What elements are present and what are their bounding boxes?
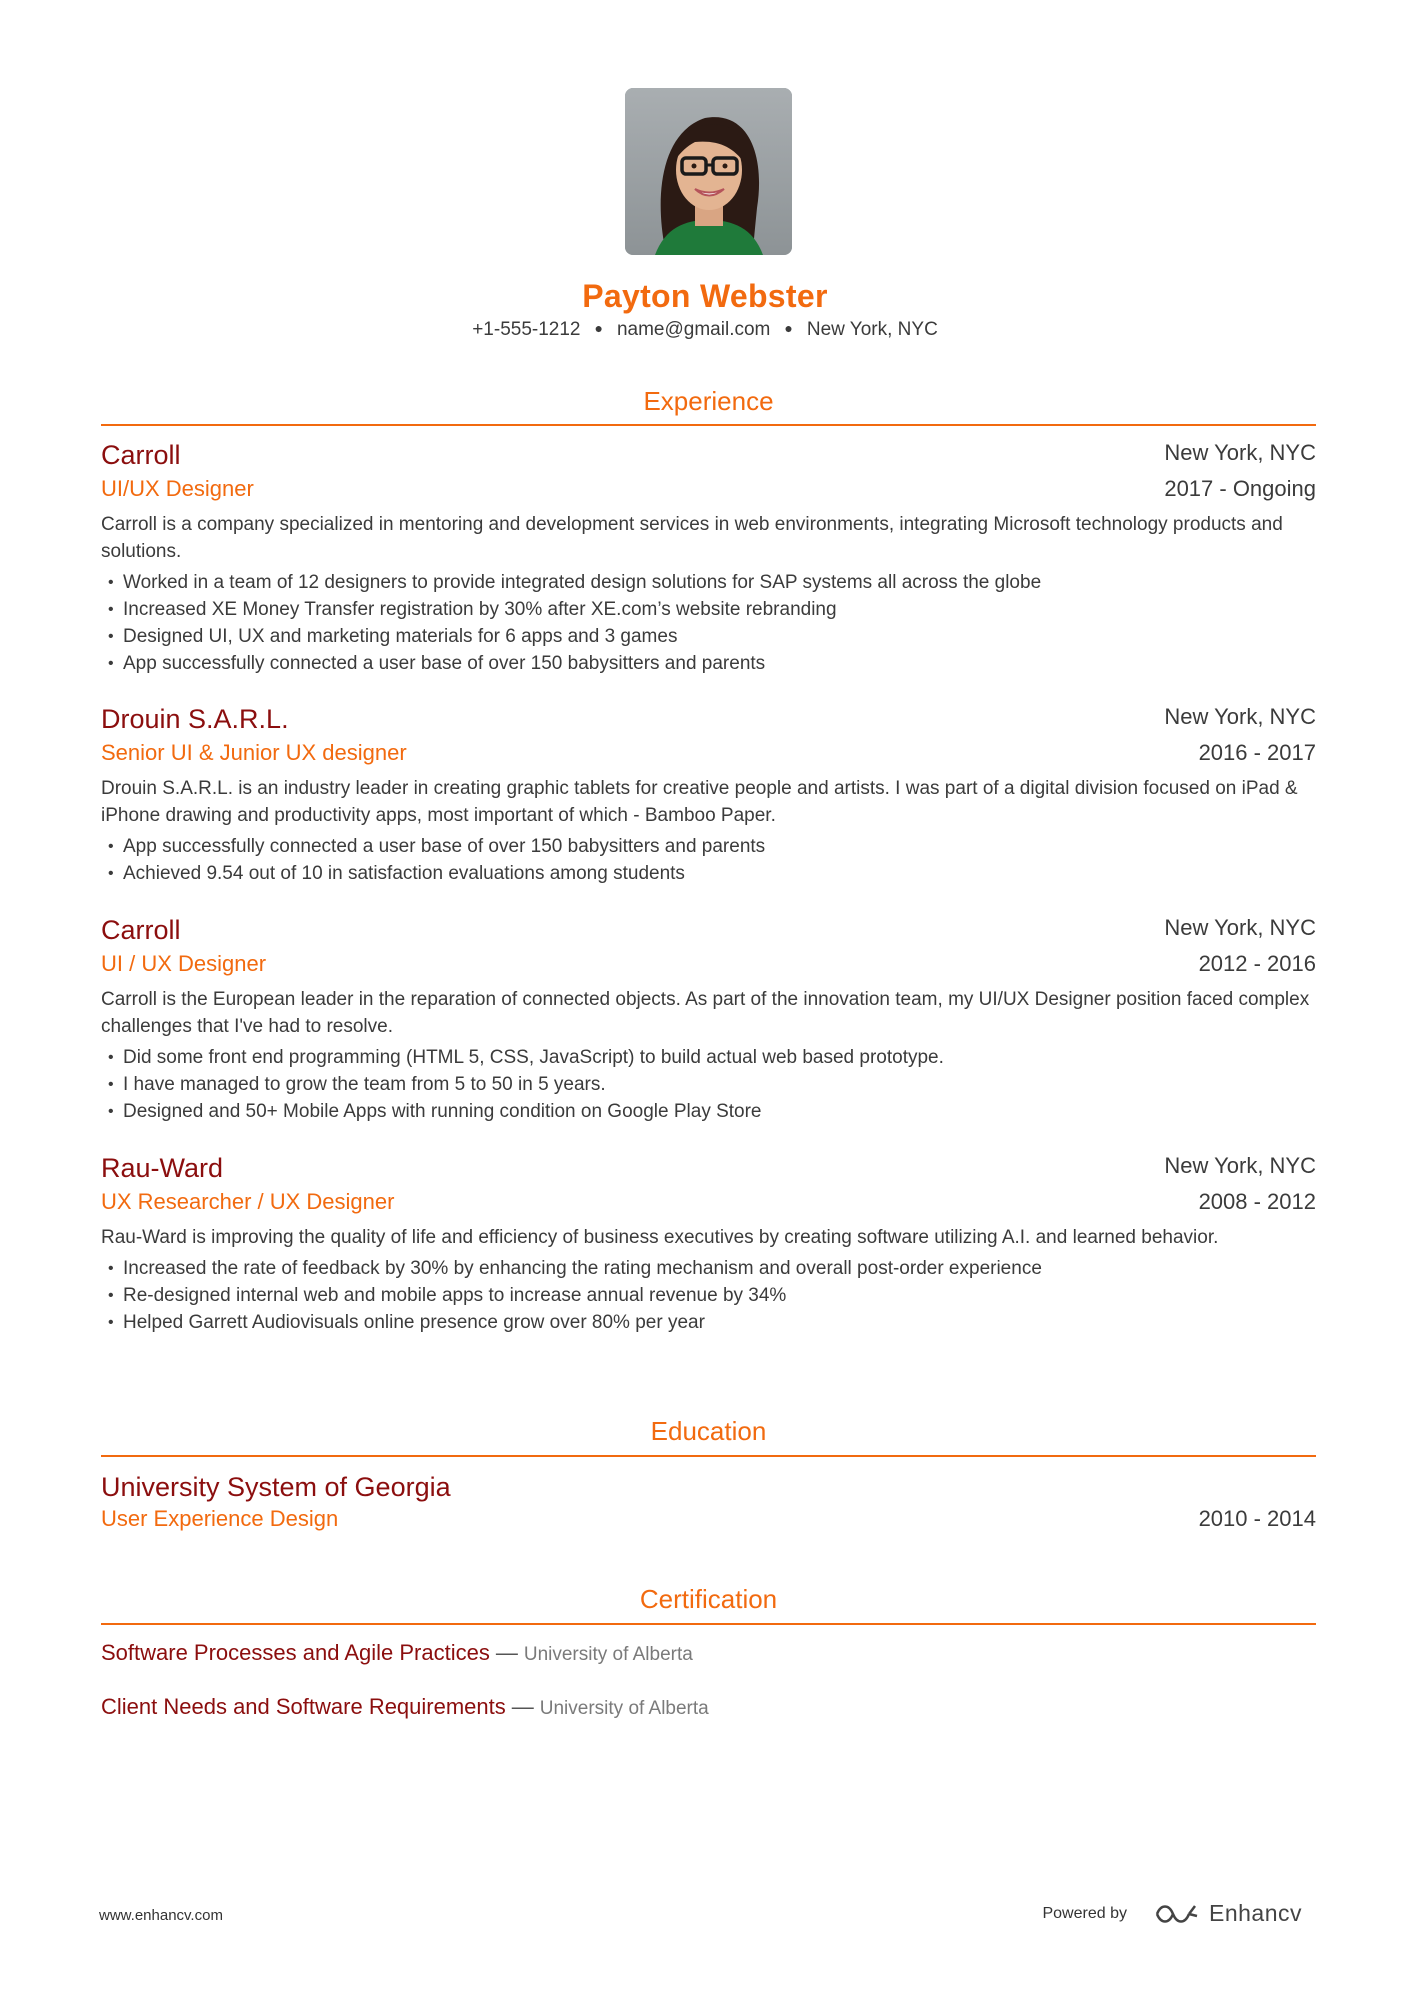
list-item: • Designed and 50+ Mobile Apps with running condition on Google Play Store — [101, 1098, 1316, 1125]
website-link[interactable]: www.enhancv.com — [99, 1907, 223, 1924]
certification-issuer: University of Alberta — [523, 1644, 693, 1665]
bullet-icon: • — [108, 628, 114, 645]
list-item: • Designed UI, UX and marketing materials for 6 apps and 3 games — [101, 623, 1316, 650]
enhancv-logo-icon — [1153, 1902, 1201, 1926]
experience-entry — [101, 704, 1316, 887]
separator-dot-icon: ● — [784, 320, 793, 336]
experience-entry — [101, 915, 1316, 1125]
location: New York, NYC — [806, 319, 938, 340]
job-location: New York, NYC — [1164, 915, 1316, 940]
company-name: Rau-Ward — [101, 1153, 224, 1183]
list-item: • Did some front end programming (HTML 5, CSS, JavaScript) to build actual web based prototype. — [101, 1044, 1316, 1071]
bullet-icon: • — [108, 1049, 114, 1066]
achievement-list — [101, 1255, 1316, 1336]
company-name: Drouin S.A.R.L. — [101, 704, 289, 734]
job-title: UX Researcher / UX Designer — [101, 1189, 395, 1214]
phone-number[interactable]: +1-555-1212 — [472, 319, 581, 340]
job-location: New York, NYC — [1164, 704, 1316, 729]
list-item: • Worked in a team of 12 designers to provide integrated design solutions for SAP systems all across the globe — [101, 569, 1316, 596]
certification-title: Software Processes and Agile Practices — [101, 1640, 490, 1665]
education-divider — [101, 1455, 1316, 1457]
bullet-icon: • — [108, 655, 114, 672]
school-name: University System of Georgia — [101, 1472, 451, 1502]
powered-by-label: Powered by — [1042, 1904, 1127, 1922]
candidate-name: Payton Webster — [582, 278, 828, 314]
separator-dot-icon: ● — [594, 320, 603, 336]
job-location: New York, NYC — [1164, 440, 1316, 465]
bullet-icon: • — [108, 1076, 114, 1093]
education-dates: 2010 - 2014 — [1198, 1506, 1316, 1531]
list-item: • Helped Garrett Audiovisuals online presence grow over 80% per year — [101, 1309, 1316, 1336]
list-item: • Achieved 9.54 out of 10 in satisfaction evaluations among students — [101, 860, 1316, 887]
bullet-icon: • — [108, 838, 114, 855]
achievement-list — [101, 1044, 1316, 1125]
company-description: Drouin S.A.R.L. is an industry leader in creating graphic tablets for creative people and artists. I was part of a digital division focused on iPad & iPhone drawing and productivity apps, most important of which - Bamboo Paper. — [101, 778, 1298, 826]
contact-line — [0, 319, 1410, 341]
certification-item — [101, 1694, 709, 1720]
bullet-icon: • — [108, 574, 114, 591]
experience-entry — [101, 440, 1316, 677]
dash-separator: — — [511, 1694, 534, 1719]
portrait-image — [625, 88, 792, 255]
bullet-icon: • — [108, 865, 114, 882]
experience-divider — [101, 424, 1316, 426]
company-name: Carroll — [101, 440, 181, 470]
list-item: • Increased XE Money Transfer registration by 30% after XE.com’s website rebranding — [101, 596, 1316, 623]
company-name: Carroll — [101, 915, 181, 945]
list-item: • App successfully connected a user base of over 150 babysitters and parents — [101, 650, 1316, 677]
job-dates: 2012 - 2016 — [1198, 951, 1316, 976]
company-description: Carroll is the European leader in the reparation of connected objects. As part of the innovation team, my UI/UX Designer position faced complex challenges that I've had to resolve. — [101, 989, 1310, 1037]
achievement-list — [101, 569, 1316, 677]
email-address[interactable]: name@gmail.com — [616, 319, 771, 340]
job-location: New York, NYC — [1164, 1153, 1316, 1178]
experience-entry — [101, 1153, 1316, 1336]
job-title: Senior UI & Junior UX designer — [101, 740, 407, 765]
list-item: • Increased the rate of feedback by 30% by enhancing the rating mechanism and overall post-order experience — [101, 1255, 1316, 1282]
certification-item — [101, 1640, 693, 1666]
bullet-icon: • — [108, 1260, 114, 1277]
experience-heading: Experience — [643, 386, 774, 416]
company-description: Rau-Ward is improving the quality of life and efficiency of business executives by creating software utilizing A.I. and learned behavior. — [101, 1227, 1219, 1248]
bullet-icon: • — [108, 601, 114, 618]
bullet-icon: • — [108, 1314, 114, 1331]
certification-heading: Certification — [639, 1584, 778, 1614]
list-item: • App successfully connected a user base of over 150 babysitters and parents — [101, 833, 1316, 860]
company-description: Carroll is a company specialized in mentoring and development services in web environments, integrating Microsoft technology products and solutions. — [101, 514, 1283, 562]
education-heading: Education — [650, 1416, 767, 1446]
list-item: • I have managed to grow the team from 5 to 50 in 5 years. — [101, 1071, 1316, 1098]
powered-by — [1042, 1900, 1302, 1927]
certification-title: Client Needs and Software Requirements — [101, 1694, 506, 1719]
certification-divider — [101, 1623, 1316, 1625]
job-title: UI/UX Designer — [101, 476, 254, 501]
enhancv-brand[interactable]: Enhancv — [1208, 1900, 1302, 1926]
bullet-icon: • — [108, 1103, 114, 1120]
certification-issuer: University of Alberta — [539, 1698, 709, 1719]
job-title: UI / UX Designer — [101, 951, 267, 976]
list-item: • Re-designed internal web and mobile apps to increase annual revenue by 34% — [101, 1282, 1316, 1309]
achievement-list — [101, 833, 1316, 887]
job-dates: 2008 - 2012 — [1198, 1189, 1316, 1214]
bullet-icon: • — [108, 1287, 114, 1304]
job-dates: 2016 - 2017 — [1198, 740, 1316, 765]
degree-name: User Experience Design — [101, 1506, 339, 1531]
profile-photo — [625, 88, 792, 255]
job-dates: 2017 - Ongoing — [1164, 476, 1316, 501]
dash-separator: — — [495, 1640, 518, 1665]
